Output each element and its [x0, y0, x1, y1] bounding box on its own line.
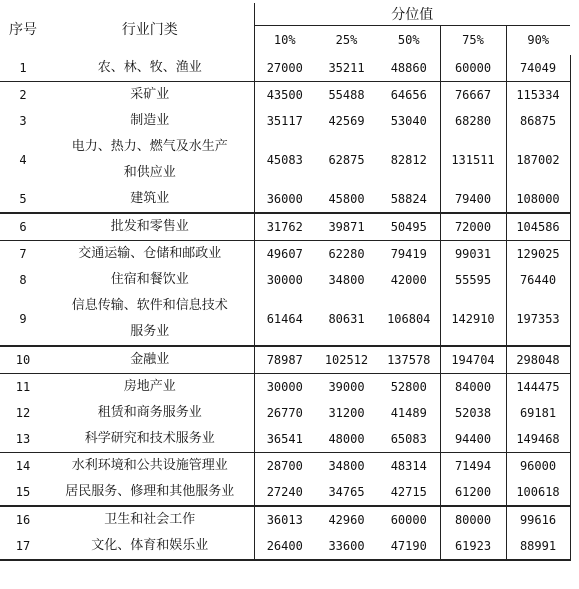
cell-p25: 35211	[328, 61, 365, 75]
header-quantile-title: 分位值	[254, 3, 570, 25]
cell-p10: 36000	[254, 186, 315, 213]
row-seq: 2	[0, 82, 46, 109]
table-row	[0, 374, 570, 401]
row-seq: 15	[15, 485, 31, 499]
cell-p90: 187002	[506, 134, 570, 186]
cell-p50: 106804	[387, 312, 431, 326]
cell-p90: 298048	[506, 346, 570, 374]
industry-name-line: 居民服务、修理和其他服务业	[65, 484, 235, 499]
cell-p25: 55488	[315, 82, 378, 109]
row-industry	[46, 453, 254, 480]
cell-p75: 60000	[440, 55, 506, 82]
quantile-table	[0, 3, 571, 561]
industry-name-line: 农、林、牧、渔业	[97, 60, 202, 75]
cell-p50: 50495	[378, 213, 440, 241]
industry-name-line: 住宿和餐饮业	[110, 272, 189, 287]
cell-p10: 27240	[254, 479, 315, 506]
row-seq: 12	[15, 406, 31, 420]
industry-name-line: 房地产业	[123, 379, 176, 394]
industry-name-line: 租赁和商务服务业	[97, 405, 202, 420]
row-industry	[46, 213, 254, 241]
cell-p25: 62875	[328, 153, 365, 167]
cell-p75: 71494	[440, 453, 506, 480]
row-industry	[46, 374, 254, 401]
row-seq: 13	[15, 432, 31, 446]
cell-p25: 62280	[315, 241, 378, 268]
table-row	[0, 346, 570, 374]
cell-p90: 86875	[506, 108, 570, 134]
header-seq: 序号	[9, 22, 37, 38]
row-seq: 6	[0, 213, 46, 241]
cell-p75: 76667	[440, 82, 506, 109]
cell-p50: 58824	[390, 192, 427, 206]
cell-p10: 45083	[254, 134, 315, 186]
cell-p90: 197353	[506, 293, 570, 346]
row-seq: 5	[19, 192, 27, 206]
cell-p25: 34800	[315, 453, 378, 480]
header-industry: 行业门类	[121, 22, 178, 38]
industry-name-line: 卫生和社会工作	[104, 512, 196, 527]
cell-p50: 137578	[378, 346, 440, 374]
cell-p75: 194704	[440, 346, 506, 374]
row-seq: 10	[0, 346, 46, 374]
table-row	[0, 134, 570, 186]
cell-p90: 88991	[506, 533, 570, 560]
cell-p90: 104586	[506, 213, 570, 241]
row-industry	[46, 346, 254, 374]
row-seq: 17	[0, 533, 46, 560]
table-row	[0, 400, 570, 426]
cell-p25: 39000	[315, 374, 378, 401]
industry-name-line: 和供应业	[123, 165, 176, 180]
row-industry	[46, 293, 254, 346]
table-row	[0, 453, 570, 480]
table-row	[0, 426, 570, 453]
row-seq: 4	[19, 153, 27, 167]
table-row	[0, 108, 570, 134]
row-seq: 3	[19, 114, 27, 128]
cell-p90: 108000	[506, 186, 570, 213]
row-industry	[46, 506, 254, 533]
cell-p50: 47190	[378, 533, 440, 560]
row-seq: 16	[0, 506, 46, 533]
cell-p75: 142910	[440, 293, 506, 346]
cell-p10: 27000	[254, 55, 315, 82]
cell-p75: 52038	[440, 400, 506, 426]
cell-p25: 42569	[328, 114, 365, 128]
cell-p75: 61923	[440, 533, 506, 560]
row-industry	[46, 533, 254, 560]
cell-p90: 144475	[506, 374, 570, 401]
industry-name-line: 文化、体育和娱乐业	[91, 538, 209, 553]
cell-p25: 80631	[328, 312, 365, 326]
cell-p50: 48860	[390, 61, 427, 75]
row-industry	[46, 108, 254, 134]
cell-p25: 34765	[328, 485, 365, 499]
table-row	[0, 267, 570, 293]
cell-p50: 65083	[390, 432, 427, 446]
cell-p25: 42960	[315, 506, 378, 533]
industry-name-line: 制造业	[130, 113, 170, 128]
row-industry	[46, 55, 254, 82]
cell-p25: 45800	[328, 192, 365, 206]
cell-p75: 68280	[440, 108, 506, 134]
table-row	[0, 533, 570, 560]
header-p50: 50%	[378, 25, 440, 55]
row-seq: 8	[19, 273, 27, 287]
cell-p10: 30000	[254, 267, 315, 293]
cell-p10: 26400	[254, 533, 315, 560]
cell-p50: 64656	[378, 82, 440, 109]
cell-p50: 60000	[378, 506, 440, 533]
cell-p75: 61200	[440, 479, 506, 506]
cell-p50: 52800	[378, 374, 440, 401]
cell-p10: 31762	[254, 213, 315, 241]
cell-p10: 35117	[254, 108, 315, 134]
cell-p75: 84000	[440, 374, 506, 401]
cell-p75: 55595	[440, 267, 506, 293]
cell-p50: 41489	[390, 406, 427, 420]
cell-p90: 96000	[506, 453, 570, 480]
table-row	[0, 82, 570, 109]
cell-p50: 82812	[390, 153, 427, 167]
cell-p25: 34800	[328, 273, 365, 287]
row-seq: 14	[0, 453, 46, 480]
cell-p75: 131511	[440, 134, 506, 186]
industry-name-line: 批发和零售业	[110, 219, 189, 234]
table-row	[0, 186, 570, 213]
row-industry	[46, 400, 254, 426]
industry-name-line: 水利环境和公共设施管理业	[71, 458, 228, 473]
cell-p50: 42000	[390, 273, 427, 287]
cell-p75: 79400	[440, 186, 506, 213]
table-body	[0, 55, 570, 560]
row-seq: 11	[0, 374, 46, 401]
cell-p75: 72000	[440, 213, 506, 241]
cell-p90: 74049	[506, 55, 570, 82]
row-seq: 1	[19, 61, 27, 75]
cell-p90: 129025	[506, 241, 570, 268]
cell-p50: 79419	[378, 241, 440, 268]
row-industry	[46, 134, 254, 186]
table-row	[0, 55, 570, 82]
row-industry	[46, 426, 254, 453]
table-row	[0, 479, 570, 506]
cell-p90: 115334	[506, 82, 570, 109]
header-p10: 10%	[254, 25, 315, 55]
table-row	[0, 506, 570, 533]
table-row	[0, 241, 570, 268]
industry-name-line: 建筑业	[130, 191, 170, 206]
cell-p10: 36541	[254, 426, 315, 453]
cell-p50: 48314	[378, 453, 440, 480]
cell-p10: 43500	[254, 82, 315, 109]
cell-p75: 80000	[440, 506, 506, 533]
industry-name-line: 电力、热力、燃气及水生产	[71, 139, 228, 154]
industry-name-line: 服务业	[130, 324, 170, 339]
table-row	[0, 213, 570, 241]
row-industry	[46, 241, 254, 268]
header-p75: 75%	[440, 25, 506, 55]
cell-p90: 99616	[506, 506, 570, 533]
cell-p50: 42715	[390, 485, 427, 499]
cell-p25: 48000	[328, 432, 365, 446]
row-industry	[46, 479, 254, 506]
table-row	[0, 293, 570, 346]
cell-p90: 149468	[506, 426, 570, 453]
row-seq: 9	[19, 312, 27, 326]
cell-p75: 94400	[440, 426, 506, 453]
cell-p50: 53040	[390, 114, 427, 128]
cell-p10: 26770	[254, 400, 315, 426]
cell-p10: 78987	[254, 346, 315, 374]
row-industry	[46, 82, 254, 109]
row-industry	[46, 267, 254, 293]
cell-p90: 76440	[506, 267, 570, 293]
cell-p90: 69181	[506, 400, 570, 426]
cell-p25: 102512	[315, 346, 378, 374]
cell-p10: 49607	[254, 241, 315, 268]
row-industry	[46, 186, 254, 213]
cell-p90: 100618	[506, 479, 570, 506]
row-seq: 7	[0, 241, 46, 268]
industry-name-line: 金融业	[130, 352, 170, 367]
cell-p10: 36013	[254, 506, 315, 533]
cell-p10: 28700	[254, 453, 315, 480]
industry-name-line: 信息传输、软件和信息技术	[71, 298, 228, 313]
industry-name-line: 采矿业	[130, 87, 170, 102]
industry-name-line: 科学研究和技术服务业	[84, 431, 215, 446]
cell-p25: 31200	[328, 406, 365, 420]
cell-p25: 33600	[315, 533, 378, 560]
cell-p25: 39871	[315, 213, 378, 241]
industry-name-line: 交通运输、仓储和邮政业	[78, 246, 222, 261]
cell-p75: 99031	[440, 241, 506, 268]
header-p25: 25%	[315, 25, 378, 55]
cell-p10: 61464	[254, 293, 315, 346]
cell-p10: 30000	[254, 374, 315, 401]
header-p90: 90%	[506, 25, 570, 55]
